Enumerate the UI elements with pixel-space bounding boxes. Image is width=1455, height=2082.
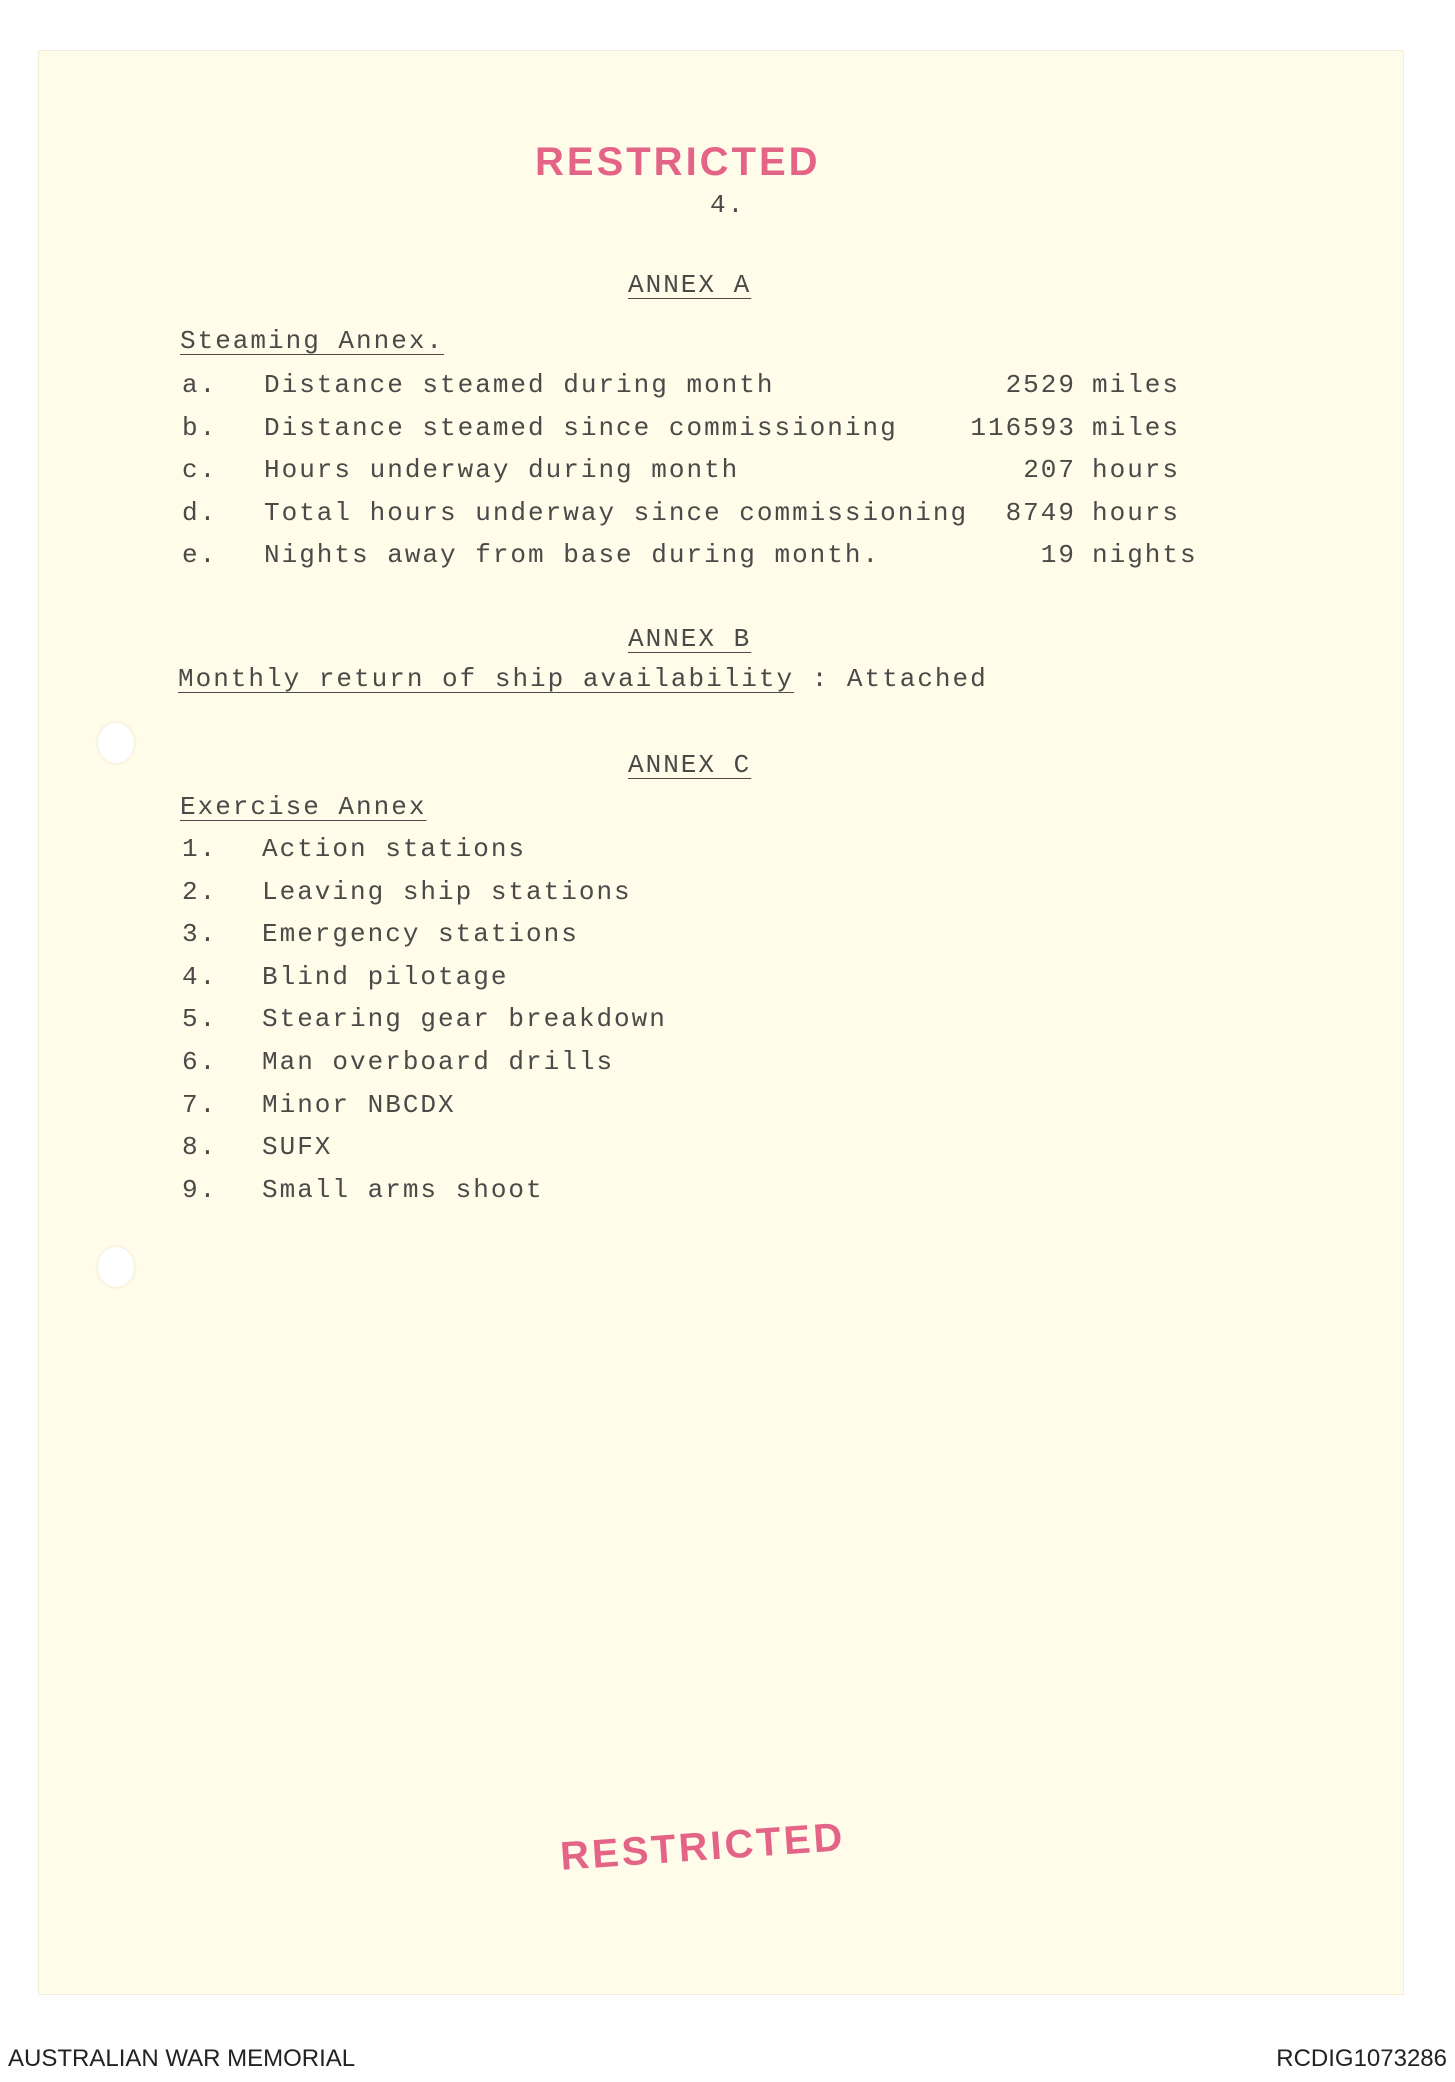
- exercise-item-number: 3.: [182, 919, 218, 950]
- exercise-item-number: 6.: [182, 1047, 218, 1077]
- exercise-item-number: 2.: [182, 876, 218, 907]
- steaming-row-unit: miles: [1092, 370, 1181, 400]
- steaming-row-letter: c.: [182, 455, 218, 485]
- footer-source: AUSTRALIAN WAR MEMORIAL: [8, 2045, 356, 2072]
- steaming-row-letter: e.: [182, 540, 218, 570]
- exercise-item-text: Blind pilotage: [262, 961, 509, 992]
- exercise-item-number: 5.: [182, 1004, 218, 1035]
- annex-b-heading: ANNEX B: [628, 624, 752, 654]
- steaming-row-letter: a.: [182, 370, 218, 400]
- steaming-row-unit: hours: [1092, 455, 1181, 485]
- steaming-row-value: 8749: [1005, 497, 1076, 528]
- steaming-row-label: Total hours underway since commissioning: [264, 497, 969, 528]
- steaming-row-label: Distance steamed during month: [264, 370, 775, 400]
- restricted-stamp-top: RESTRICTED: [535, 140, 821, 184]
- exercise-item-number: 8.: [182, 1132, 218, 1163]
- exercise-annex-subheading: Exercise Annex: [180, 792, 427, 822]
- availability-label: Monthly return of ship availability: [178, 664, 795, 694]
- restricted-stamp-bottom: RESTRICTED: [558, 1815, 847, 1879]
- steaming-row-value: 19: [1040, 540, 1076, 570]
- availability-value: Attached: [846, 664, 988, 694]
- exercise-item-text: Leaving ship stations: [262, 876, 632, 907]
- exercise-item-text: Action stations: [262, 834, 527, 864]
- exercise-item-number: 4.: [182, 961, 218, 992]
- exercise-item-text: Stearing gear breakdown: [262, 1004, 667, 1035]
- steaming-row-value: 116593: [970, 412, 1076, 443]
- exercise-item-text: SUFX: [262, 1132, 333, 1163]
- exercise-item-number: 1.: [182, 834, 218, 864]
- footer-id: RCDIG1073286: [1276, 2045, 1447, 2072]
- steaming-row-label: Hours underway during month: [264, 455, 740, 485]
- steaming-row-unit: hours: [1092, 497, 1181, 528]
- steaming-row-value: 207: [1023, 455, 1076, 485]
- exercise-item-text: Emergency stations: [262, 919, 579, 950]
- steaming-row-label: Nights away from base during month.: [264, 540, 881, 570]
- exercise-item-text: Small arms shoot: [262, 1174, 544, 1205]
- exercise-item-text: Man overboard drills: [262, 1047, 615, 1077]
- steaming-row-unit: nights: [1092, 540, 1198, 570]
- exercise-item-number: 7.: [182, 1089, 218, 1120]
- steaming-row-unit: miles: [1092, 412, 1181, 443]
- punch-hole-bottom: [98, 1247, 134, 1287]
- availability-separator: :: [811, 664, 830, 694]
- steaming-row-value: 2529: [1005, 370, 1076, 400]
- punch-hole-top: [98, 723, 134, 763]
- steaming-row-letter: d.: [182, 497, 218, 528]
- annex-c-heading: ANNEX C: [628, 750, 752, 780]
- exercise-item-number: 9.: [182, 1174, 218, 1205]
- availability-line: [178, 664, 988, 694]
- exercise-item-text: Minor NBCDX: [262, 1089, 456, 1120]
- steaming-annex-subheading: Steaming Annex.: [180, 326, 445, 356]
- page-number: 4.: [710, 190, 746, 220]
- steaming-row-label: Distance steamed since commissioning: [264, 412, 898, 443]
- steaming-row-letter: b.: [182, 412, 218, 443]
- annex-a-heading: ANNEX A: [628, 270, 752, 300]
